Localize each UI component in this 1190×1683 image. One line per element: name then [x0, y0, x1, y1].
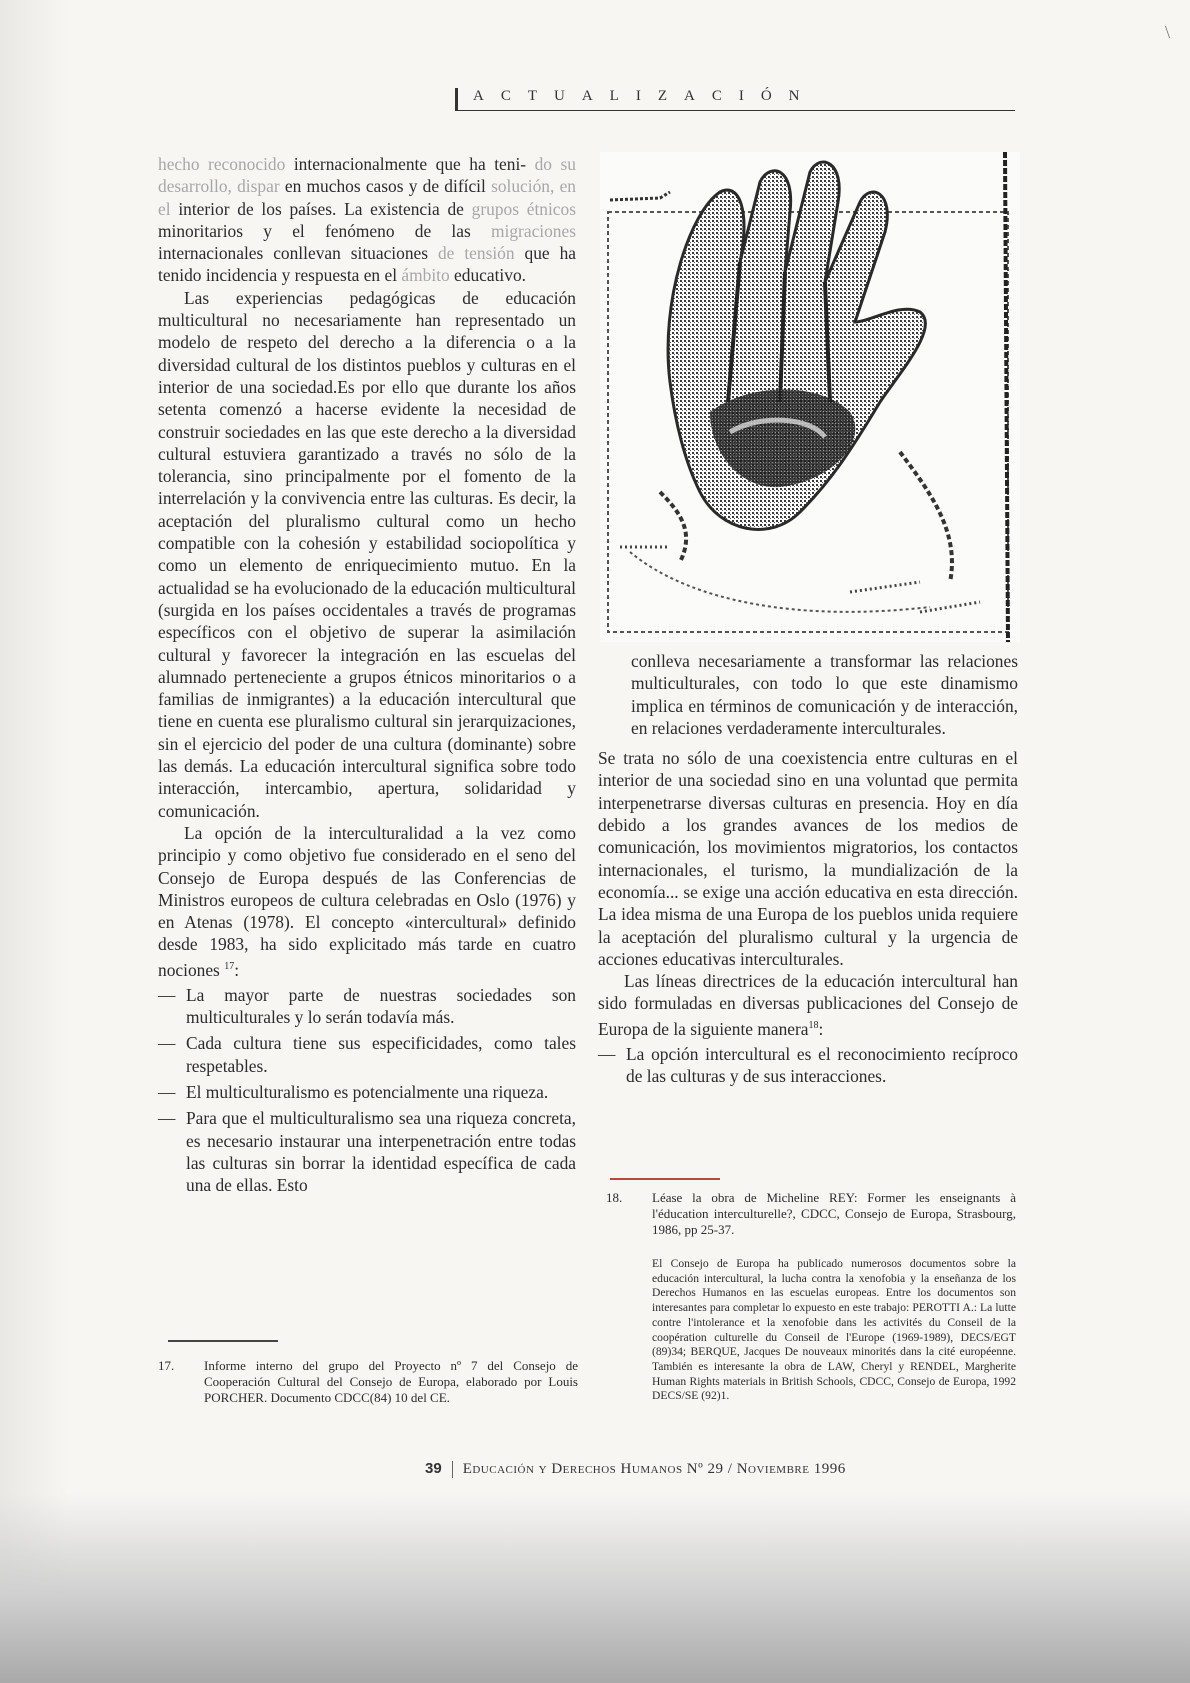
- dash-mark: —: [598, 1043, 616, 1064]
- text-run: minoritarios y el fenómeno de las: [158, 220, 471, 241]
- faded-text: migraciones: [491, 220, 576, 241]
- right-column: [598, 650, 1018, 1091]
- hand-icon: [600, 152, 1020, 642]
- footnote-18-extra: El Consejo de Europa ha publicado numerosos documentos sobre la educación intercultural, la lucha contra la xenofobia y la enseñanza de los Derechos Humanos en las escuelas europeas. Entre los documentos son interesantes para completar lo expuesto en este trabajo: PEROTTI A.: La lutte contre l'intolerance et la xenofobie dans les activités du Conseil de la coopération culturelle du Conseil de l'Europe (1969-1989), DECS/EGT (89)34; BERQUE, Jacques De nouveaux minorités dans la cité européenne. También es interesante la obra de LAW, Cheryl y RENDEL, Margherite Human Rights materials in British Schools, CDCC, Consejo de Europa, 1992 DECS/SE (92)1.: [652, 1257, 1016, 1403]
- footnote-ref-17: 17: [224, 960, 235, 972]
- section-title: ACTUALIZACIÓN: [473, 88, 817, 104]
- list-item: [598, 1043, 1018, 1088]
- footnote-text: Léase la obra de Micheline REY: Former les enseignants à l'éducation interculturelle?, CDCC, Consejo de Europa, Strasbourg, 1986, pp 25-37.: [652, 1190, 1016, 1237]
- footnote-rule: [610, 1178, 720, 1180]
- paragraph-3: [158, 822, 576, 981]
- paragraph-2: Las experiencias pedagógicas de educación multicultural no necesariamente han representado un modelo de respeto del derecho a la diferencia o a la diversidad cultural de los distintos pueblos y culturas en el interior de una sociedad.Es por ello que durante los años setenta comenzó a hacerse evidente la necesidad de construir sociedades en las que este derecho a la diversidad cultural estuviera garantizado a través no sólo de la tolerancia, sino principalmente por el fomento de la interrelación y la convivencia entre las culturas. Es decir, la aceptación del pluralismo cultural como un hecho compatible con la cohesión y estabilidad sociopolítica y como un elemento de enriquecimiento mutuo. En la actualidad se ha evolucionado de la educación multicultural (surgida en los países occidentales a través de programas específicos con el objetivo de superar la asimilación cultural y favorecer la integración en las escuelas del alumnado perteneciente a grupos étnicos minoritarios o a familias de inmigrantes) a la educación intercultural que tiene en cuenta ese pluralismo cultural sin jerarquizaciones, sin el ejercicio del poder de una cultura (dominante) sobre las demás. La educación intercultural significa sobre todo interacción, intercambio, apertura, solidaridad y comunicación.: [158, 287, 576, 821]
- footnote-text: Informe interno del grupo del Proyecto nº 7 del Consejo de Cooperación Cultural del Consejo de Europa, elaborado por Louis PORCHER. Documento CDCC(84) 10 del CE.: [204, 1358, 578, 1405]
- faded-text: hecho reconocido: [158, 154, 286, 174]
- footnote-ref-18: 18: [808, 1019, 819, 1031]
- list-item-text: La opción intercultural es el reconocimiento recíproco de las culturas y de sus interacciones.: [626, 1043, 1018, 1087]
- text-run: :: [818, 1018, 824, 1039]
- footnote-17: [158, 1358, 578, 1406]
- paragraph-1: [158, 153, 576, 287]
- faded-text: de tensión: [437, 243, 515, 264]
- list-item-text: El multiculturalismo es potencialmente una riqueza.: [186, 1081, 549, 1102]
- page-footer: [425, 1460, 846, 1478]
- text-run: :: [234, 959, 240, 980]
- text-run: que ha tenido incidencia y respuesta en el: [158, 243, 576, 286]
- dash-mark: —: [158, 1108, 176, 1129]
- text-run: interior de los países. La existencia de: [170, 198, 464, 219]
- faded-text: ámbito: [401, 265, 450, 286]
- hand-illustration: [600, 152, 1020, 642]
- dash-mark: —: [158, 1033, 176, 1054]
- list-item-text: Para que el multiculturalismo sea una riqueza concreta, es necesario instaurar una interpenetración entre todas las culturas sin borrar la identidad específica de cada una de ellas. Esto: [186, 1108, 576, 1196]
- left-column: [158, 153, 576, 1200]
- list-item: [158, 1081, 576, 1103]
- list-item-text: Cada cultura tiene sus especificidades, como tales respetables.: [186, 1033, 576, 1076]
- dash-mark: —: [158, 1081, 176, 1102]
- paragraph-5: [598, 970, 1018, 1040]
- list-item-text: La mayor parte de nuestras sociedades son multiculturales y lo serán todavía más.: [186, 984, 576, 1028]
- section-header: [455, 88, 1015, 111]
- list-item: [158, 984, 576, 1029]
- faded-text: do su desarrollo, dispar: [158, 154, 576, 197]
- text-run: Las líneas directrices de la educación intercultural han sido formuladas en diversas publicaciones del Consejo de Europa de la siguiente manera: [598, 971, 1018, 1039]
- text-run: educativo.: [449, 265, 526, 286]
- publication-title: Educación y Derechos Humanos Nº 29 / Noviembre 1996: [462, 1461, 846, 1477]
- text-run: internacionalmente que ha teni-: [285, 154, 527, 174]
- paragraph-4: Se trata no sólo de una coexistencia entre culturas en el interior de una sociedad sino en una voluntad que permita interpenetrarse diversas culturas en presencia. Hoy en día debido a los grandes avances de los medios de comunicación, los movimientos migratorios, los contactos internacionales, el turismo, la mundialización de la economía... se exige una acción educativa en esta dirección. La idea misma de una Europa de los pueblos unida requiere la aceptación del pluralismo cultural y la urgencia de acciones educativas interculturales.: [598, 748, 1018, 969]
- list-item: [158, 1032, 576, 1077]
- scan-edge-shadow: [0, 0, 70, 1683]
- page-number: 39: [425, 1460, 442, 1477]
- text-run: internacionales conllevan situaciones: [158, 243, 429, 264]
- faded-text: grupos étnicos: [471, 198, 576, 219]
- footnote-18: [606, 1190, 1016, 1238]
- dash-mark: —: [158, 984, 176, 1005]
- header-bar: [455, 88, 458, 110]
- scan-bottom-shadow: [0, 1493, 1190, 1683]
- list-item: [158, 1107, 576, 1196]
- footnote-number: 18.: [606, 1190, 623, 1205]
- text-run: en muchos casos y de difícil: [279, 176, 486, 197]
- scan-mark: \: [1164, 22, 1170, 42]
- list-continuation: conlleva necesariamente a transformar las relaciones multiculturales, con todo lo que este dinamismo implica en términos de comunicación y de interacción, en relaciones verdaderamente interculturales.: [631, 651, 1018, 738]
- footnote-rule: [168, 1340, 278, 1342]
- footnote-number: 17.: [158, 1358, 175, 1373]
- faded-text: solución, en el: [158, 176, 576, 219]
- text-run: La opción de la interculturalidad a la vez como principio y como objetivo fue considerado en el seno del Consejo de Europa después de las Conferencias de Ministros europeos de cultura celebradas en Oslo (1976) y en Atenas (1978). El concepto «intercultural» definido desde 1983, ha sido explicitado más tarde en cuatro nociones: [158, 822, 576, 980]
- footer-divider: [452, 1461, 453, 1478]
